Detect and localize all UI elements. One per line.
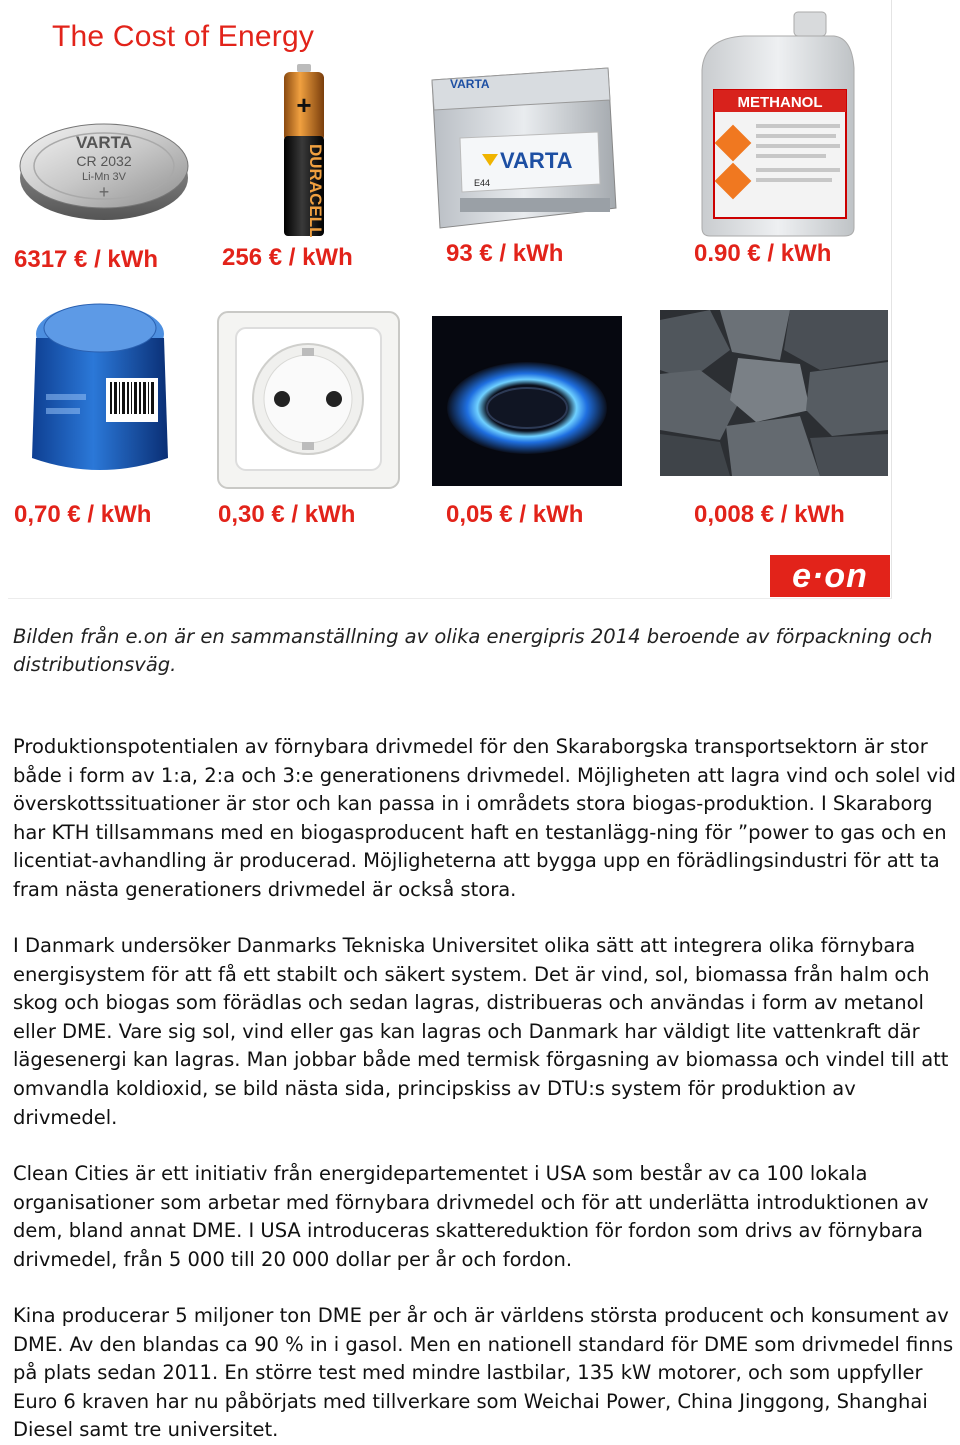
car-battery-top-brand: VARTA [450, 77, 490, 91]
svg-text:+: + [98, 182, 110, 202]
price-car-battery: 93 € / kWh [446, 240, 564, 267]
car-battery-model-text: E44 [474, 178, 491, 188]
gas-canister-image [18, 298, 183, 478]
price-methanol: 0.90 € / kWh [694, 240, 832, 267]
methanol-canister-image [684, 8, 864, 238]
svg-text:+: + [296, 90, 312, 120]
gas-flame-image [432, 316, 622, 486]
figure-title: The Cost of Energy [52, 20, 315, 53]
aa-battery-image [270, 62, 338, 242]
price-coal: 0,008 € / kWh [694, 501, 845, 528]
price-coin-cell: 6317 € / kWh [14, 246, 159, 273]
aa-brand-text: DURACELL [306, 144, 325, 238]
coal-image [660, 310, 888, 476]
coin-cell-battery-image [14, 110, 194, 225]
paragraph-clean-cities: Clean Cities är ett initiativ från energidepartementet i USA som består av ca 100 lokala organisationer som arbetar med förnybara drivmedel och för att underlätta introduktionen av dem, bland annat DME. I USA introduceras skattereduktion för fordon som drivs av förnybara drivmedel, från 5 000 till 20 000 dollar per år och fordon. [13, 1162, 929, 1271]
paragraph-skaraborg: Produktionspotentialen av förnybara drivmedel för den Skaraborgska transportsektorn är stor både i form av 1:a, 2:a och 3:e generationens drivmedel. Möjligheten att lagra vind och solel vid överskottssituationer är stor och kan passa in i områdets stora biogas-produktion. I Skaraborg har KTH tillsammans med en biogasproducent haft en testanlägg-ning för ”power to gas och en licentiat-avhandling är producerad. Möjligheterna att bygga upp en förädlingsindustri för att ta fram nästa generationers drivmedel är också stora. [13, 735, 956, 901]
price-gas-canister: 0,70 € / kWh [14, 501, 152, 528]
paragraph-danmark: I Danmark undersöker Danmarks Tekniska Universitet olika sätt att integrera olika förnybara energisystem för att få ett stabilt och säkert system. Det är vind, sol, biomassa från halm och skog och biogas som förädlas och sedan lagras, distribueras och användas i form av metanol eller DME. Vare sig sol, vind eller gas kan lagras och Danmark har väldigt lite vattenkraft där lägesenergi kan lagras. Man jobbar både med termisk förgasning av biomassa och vindel till att omvandla koldioxid, se bild nästa sida, principskiss av DTU:s system för produktion av drivmedel. [13, 934, 949, 1129]
price-aa-battery: 256 € / kWh [222, 244, 353, 271]
energy-cost-figure [8, 0, 892, 599]
eon-logo: e·on [770, 555, 890, 597]
figure-caption: Bilden från e.on är en sammanställning av olika energipris 2014 beroende av förpackning och distributionsväg. [13, 625, 933, 676]
price-socket: 0,30 € / kWh [218, 501, 356, 528]
coin-brand-text: VARTA [75, 133, 133, 152]
coin-model-text: CR 2032 [76, 153, 132, 169]
paragraph-kina: Kina producerar 5 miljoner ton DME per år och är världens största producent och konsument av DME. Av den blandas ca 90 % in i gasol. Men en nationell standard för DME som drivmedel finns på plats sedan 2011. En större test med mindre lastbilar, 135 kW motorer, och som uppfyller Euro 6 kraven har nu påbörjats med tillverkare som Weichai Power, China Jinggong, Shanghai Diesel samt tre universitet. [13, 1304, 954, 1442]
car-battery-brand-text: VARTA [500, 148, 573, 173]
coin-spec-text: Li-Mn 3V [81, 171, 127, 183]
price-gas-flame: 0,05 € / kWh [446, 501, 584, 528]
wall-socket-image [216, 310, 401, 490]
methanol-label-text: METHANOL [737, 94, 823, 111]
car-battery-image [420, 58, 620, 238]
